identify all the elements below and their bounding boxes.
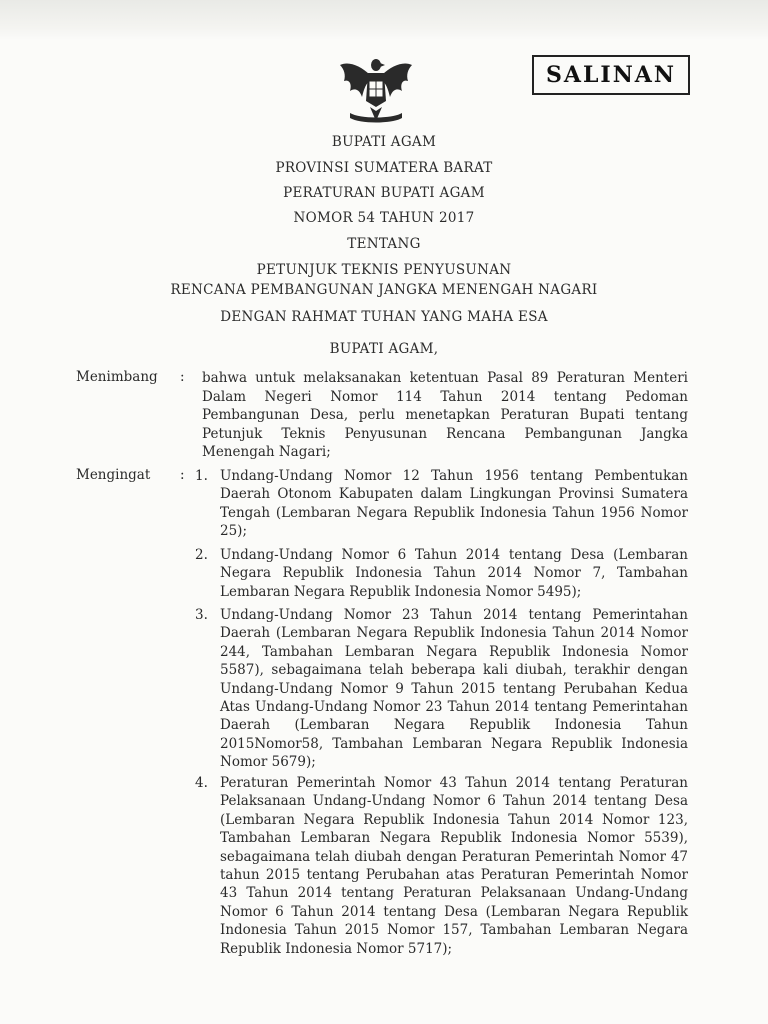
- list-item-text: Undang-Undang Nomor 12 Tahun 1956 tentang Pembentukan Daerah Otonom Kabupaten dalam Lingkungan Provinsi Sumatera Tengah (Lembaran Negara Republik Indonesia Tahun 1956 Nomor 25);: [220, 468, 688, 540]
- list-item-number: 1.: [195, 468, 208, 484]
- salinan-stamp: SALINAN: [532, 55, 690, 95]
- list-item-text: Peraturan Pemerintah Nomor 43 Tahun 2014 tentang Peraturan Pelaksanaan Undang-Undang Nomor 6 Tahun 2014 tentang Desa (Lembaran Negara Republik Indonesia Tahun 2014 Nomor 123, Tambahan Lembaran Negara Republik Indonesia Nomor 5539), sebagaimana telah diubah dengan Peraturan Pemerintah Nomor 47 tahun 2015 tentang Perubahan atas Peraturan Pemerintah Nomor 43 Tahun 2014 tentang Peraturan Pelaksanaan Undang-Undang Nomor 6 Tahun 2014 tentang Desa (Lembaran Negara Republik Indonesia Tahun 2015 Nomor 157, Tambahan Lembaran Negara Republik Indonesia Nomor 5717);: [220, 775, 688, 957]
- tentang-heading: TENTANG: [347, 236, 421, 252]
- province-title: PROVINSI SUMATERA BARAT: [275, 160, 493, 176]
- menimbang-label: Menimbang: [76, 369, 158, 385]
- blessing-line: DENGAN RAHMAT TUHAN YANG MAHA ESA: [220, 309, 548, 325]
- mengingat-colon: :: [180, 467, 185, 483]
- list-item-number: 2.: [195, 547, 208, 563]
- garuda-emblem-icon: [336, 55, 416, 127]
- list-item-text: Undang-Undang Nomor 6 Tahun 2014 tentang Desa (Lembaran Negara Republik Indonesia Tahun 2014 Nomor 7, Tambahan Lembaran Negara Republik Indonesia Nomor 5495);: [220, 547, 688, 600]
- regulation-subject-line1: PETUNJUK TEKNIS PENYUSUNAN: [256, 262, 512, 278]
- list-item-text: Undang-Undang Nomor 23 Tahun 2014 tentang Pemerintahan Daerah (Lembaran Negara Republik Indonesia Tahun 2014 Nomor 244, Tambahan Lembaran Negara Republik Indonesia Nomor 5587), sebagaimana telah beberapa kali diubah, terakhir dengan Undang-Undang Nomor 9 Tahun 2015 tentang Perubahan Kedua Atas Undang-Undang Nomor 23 Tahun 2014 tentang Pemerintahan Daerah (Lembaran Negara Republik Indonesia Tahun 2015Nomor58, Tambahan Lembaran Negara Republik Indonesia Nomor 5679);: [220, 607, 688, 771]
- scan-shadow: [0, 0, 768, 40]
- issuer-title: BUPATI AGAM: [331, 134, 437, 150]
- authority-line: BUPATI AGAM,: [329, 341, 439, 357]
- list-item-number: 4.: [195, 775, 208, 791]
- menimbang-colon: :: [180, 369, 185, 385]
- menimbang-text: bahwa untuk melaksanakan ketentuan Pasal 89 Peraturan Menteri Dalam Negeri Nomor 114 Tahun 2014 tentang Pedoman Pembangunan Desa, perlu menetapkan Peraturan Bupati tentang Petunjuk Teknis Penyusunan Rencana Pembangunan Jangka Menengah Nagari;: [202, 370, 688, 461]
- regulation-type: PERATURAN BUPATI AGAM: [283, 185, 485, 201]
- mengingat-label: Mengingat: [76, 467, 151, 483]
- regulation-number: NOMOR 54 TAHUN 2017: [293, 210, 475, 226]
- list-item-number: 3.: [195, 607, 208, 623]
- regulation-subject-line2: RENCANA PEMBANGUNAN JANGKA MENENGAH NAGARI: [170, 282, 598, 298]
